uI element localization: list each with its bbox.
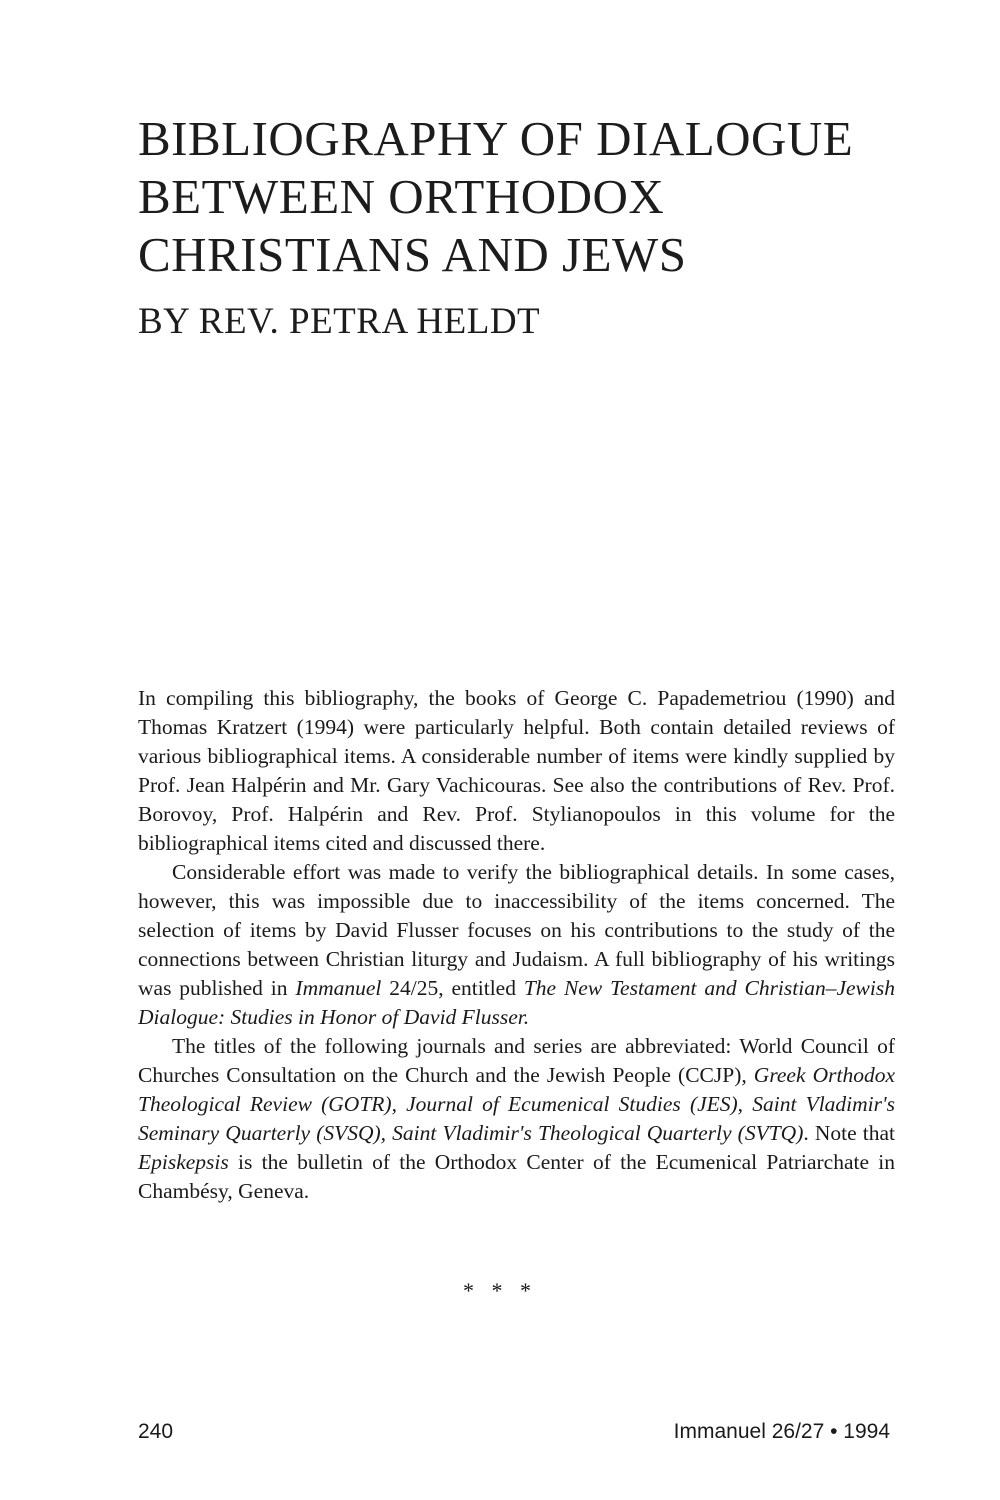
- article-title: [138, 110, 898, 284]
- paragraph-2-text-1: Considerable effort was made to verify the bibliographical details. In some cases, however, this was impossible due to inaccessibility of the items concerned. The selection of items by David Flusser focuses on his contributions to the study of the connections between Christian liturgy and Judaism. A full bibliography of his writings was published in: [138, 860, 895, 1000]
- paragraph-3-italic-2: Episkepsis: [138, 1150, 229, 1174]
- paragraph-2-italic-2: The New Testament and Christian–Jewish Dialogue: Studies in Honor of David Flusser.: [138, 976, 895, 1029]
- paragraph-1: In compiling this bibliography, the books of George C. Papademetriou (1990) and Thomas Kratzert (1994) were particularly helpful. Both contain detailed reviews of various bibliographical items. A considerable number of items were kindly supplied by Prof. Jean Halpérin and Mr. Gary Vachicouras. See also the contributions of Rev. Prof. Borovoy, Prof. Halpérin and Rev. Prof. Stylianopoulos in this volume for the bibliographical items cited and discussed there.: [138, 686, 895, 855]
- journal-footer: Immanuel 26/27 • 1994: [673, 1420, 890, 1443]
- title-line-1: BIBLIOGRAPHY OF DIALOGUE: [138, 111, 854, 166]
- paragraph-2-italic-1: Immanuel: [295, 976, 382, 1000]
- paragraph-3-text-2: . Note that: [803, 1121, 895, 1145]
- title-line-3: CHRISTIANS AND JEWS: [138, 227, 687, 282]
- paragraph-3-text-1: The titles of the following journals and series are abbreviated: World Council of Churches Consultation on the Church and the Jewish People (CCJP),: [138, 1034, 895, 1087]
- page-number: 240: [138, 1420, 174, 1443]
- author-byline: BY REV. PETRA HELDT: [138, 301, 541, 342]
- paragraph-3: [138, 1032, 895, 1206]
- paragraph-2: [138, 858, 895, 1032]
- article-body: [138, 684, 895, 1206]
- section-separator: * * *: [463, 1278, 537, 1303]
- title-line-2: BETWEEN ORTHODOX: [138, 169, 665, 224]
- paragraph-3-italic-1: Greek Orthodox Theological Review (GOTR), Journal of Ecumenical Studies (JES), Saint Vladimir's Seminary Quarterly (SVSQ), Saint Vladimir's Theological Quarterly (SVTQ): [138, 1063, 895, 1145]
- paragraph-2-text-2: 24/25, entitled: [381, 976, 524, 1000]
- paragraph-3-text-3: is the bulletin of the Orthodox Center of the Ecumenical Patriarchate in Chambésy, Geneva.: [138, 1150, 895, 1203]
